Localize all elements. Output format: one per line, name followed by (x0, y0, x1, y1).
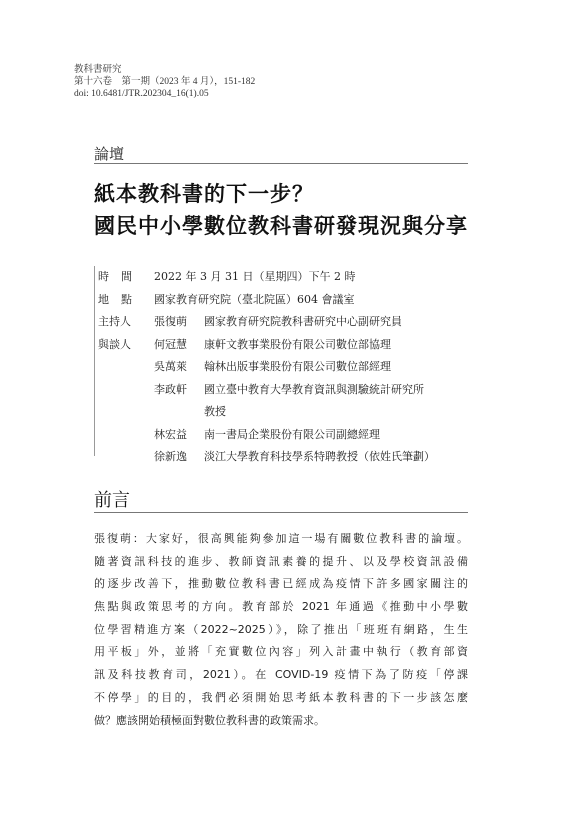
info-key-panel: 與談人 (98, 337, 131, 351)
info-row-panelist (98, 446, 478, 469)
body-line: 隨著資訊科技的進步、教師資訊素養的提升、以及學校資訊設備 (94, 554, 468, 568)
panelist (154, 446, 435, 469)
host-name: 張復萌 (154, 315, 187, 328)
info-row-panelist (98, 379, 478, 402)
info-row-panelist-cont (98, 401, 478, 424)
info-left-bar (94, 266, 95, 456)
body-line: 訊及科技教育司，2021）。在 COVID-19 疫情下為了防疫「停課 (94, 668, 468, 682)
section-divider (94, 163, 468, 164)
body-line: 做？應該開始積極面對數位教科書的政策需求。 (94, 713, 325, 727)
panelist (154, 356, 391, 379)
panelist-name: 吳萬萊 (154, 360, 187, 373)
body-line: 張復萌：大家好，很高興能夠參加這一場有關數位教科書的論壇。 (94, 532, 468, 545)
journal-issue: 第十六卷 第一期（2023 年 4 月），151-182 (74, 77, 256, 87)
panelist (154, 379, 424, 402)
journal-doi: doi: 10.6481/JTR.202304_16(1).05 (74, 89, 209, 99)
panelist-title: 國立臺中教育大學教育資訊與測驗統計研究所 (204, 382, 424, 396)
preface-body (94, 528, 468, 732)
info-row-panelist (98, 356, 478, 379)
panelist-title: 南一書局企業股份有限公司副總經理 (204, 427, 380, 441)
panelist (154, 424, 380, 447)
preface-divider (94, 512, 468, 513)
journal-header (74, 64, 255, 100)
panelist-title: 康軒文教事業股份有限公司數位部協理 (204, 337, 391, 351)
info-val-time: 2022 年 3 月 31 日（星期四）下午 2 時 (154, 270, 356, 283)
title-line-1: 紙本教科書的下一步？ (94, 181, 314, 206)
host-person (154, 311, 402, 334)
host-title: 國家教育研究院教科書研究中心副研究員 (204, 315, 402, 328)
body-line: 的逐步改善下，推動數位教科書已經成為疫情下許多國家關注的 (94, 577, 468, 591)
panelist-title: 翰林出版事業股份有限公司數位部經理 (204, 360, 391, 373)
article-title (94, 178, 468, 242)
info-row-panelist (98, 334, 478, 357)
journal-name: 教科書研究 (74, 65, 122, 75)
info-key-time: 時間 (98, 270, 144, 283)
body-line: 焦點與政策思考的方向。教育部於 2021 年通過《推動中小學數 (94, 600, 468, 614)
info-row-host (98, 311, 478, 334)
info-key-place: 地點 (98, 292, 144, 306)
panelist-name: 何冠慧 (154, 337, 187, 351)
info-val-place: 國家教育研究院（臺北院區）604 會議室 (154, 292, 355, 306)
panelist-title: 淡江大學教育科技學系特聘教授（依姓氏筆劃） (204, 450, 435, 463)
info-row-place (98, 289, 478, 312)
section-label: 論壇 (94, 145, 125, 163)
info-row-panelist (98, 424, 478, 447)
forum-info (98, 266, 478, 469)
panelist-name: 徐新逸 (154, 450, 187, 463)
body-line: 用平板」外，並將「充實數位內容」列入計畫中執行（教育部資 (94, 645, 468, 659)
body-line: 不停學」的目的，我們必須開始思考紙本教科書的下一步該怎麼 (94, 690, 468, 704)
info-row-time (98, 266, 478, 289)
panelist (154, 334, 391, 357)
panelist-name: 李政軒 (154, 382, 187, 396)
panelist-name: 林宏益 (154, 427, 187, 441)
title-line-2: 國民中小學數位教科書研發現況與分享 (94, 213, 468, 238)
body-line: 位學習精進方案（2022~2025）》，除了推出「班班有網路，生生 (94, 622, 468, 636)
info-key-host: 主持人 (98, 315, 131, 328)
preface-heading: 前言 (94, 490, 130, 511)
panelist-title-cont: 教授 (204, 405, 226, 418)
